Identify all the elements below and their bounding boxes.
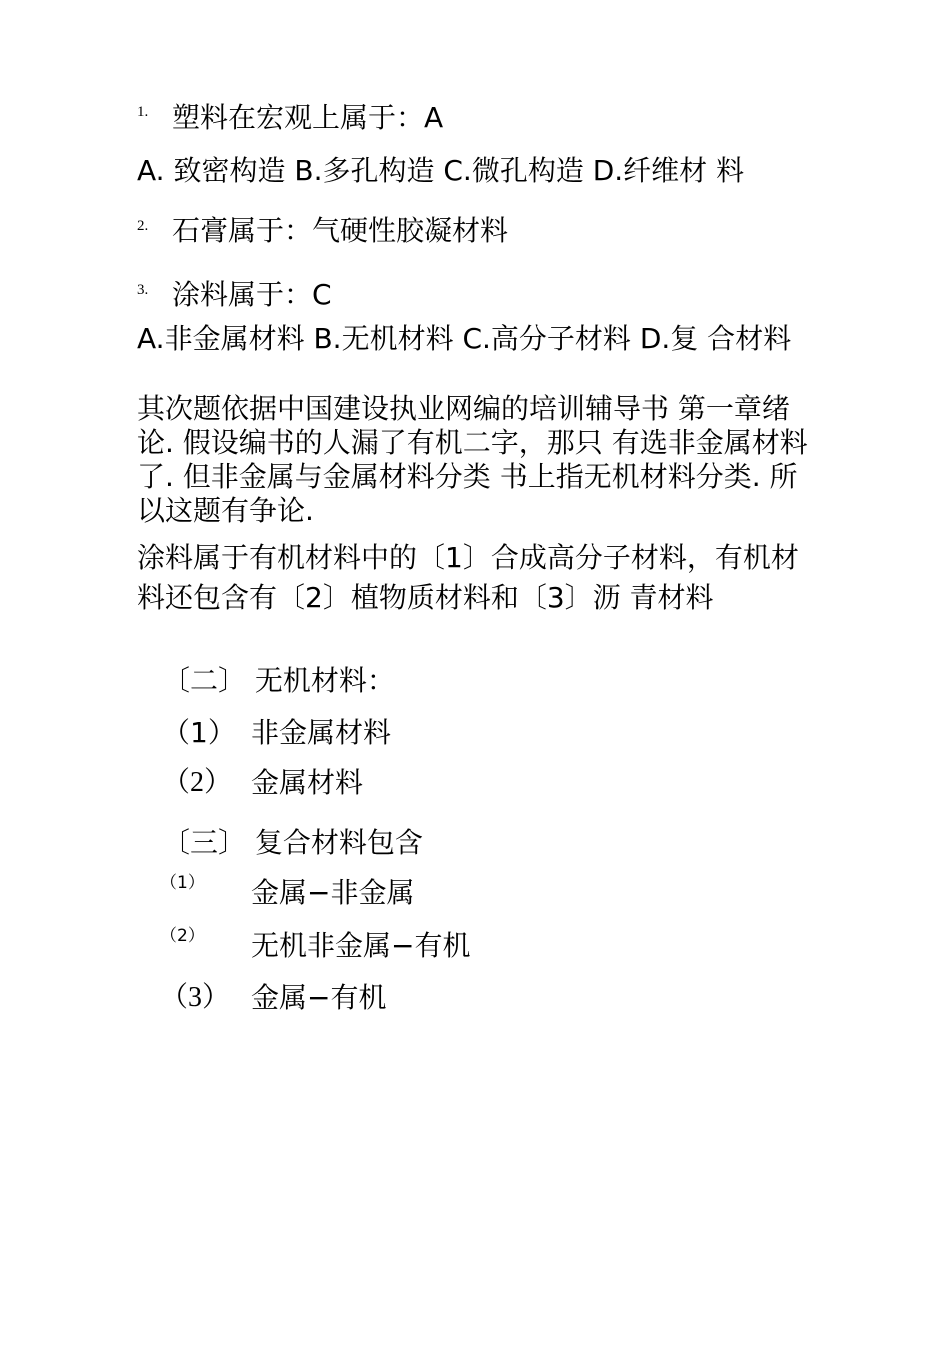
coating-paragraph: 涂料属于有机材料中的〔1〕合成高分子材料，有机材料还包含有〔2〕植物质材料和〔3〕沥 青材料: [137, 541, 799, 614]
question-3-number: 3.: [137, 282, 149, 298]
section-2-item-1-text: 非金属材料: [251, 716, 392, 749]
section-2-item-2-text: 金属材料: [251, 766, 364, 799]
question-2-number: 2.: [137, 218, 149, 234]
question-1-options: A. 致密构造 B.多孔构造 C.微孔构造 D.纤维材 料: [137, 154, 745, 187]
question-1-text: 塑料在宏观上属于：A: [172, 101, 444, 134]
question-1-number: 1.: [137, 104, 149, 120]
section-3-item-1-number: （1）: [160, 873, 205, 893]
section-3-item-3-text: 金属−有机: [251, 981, 387, 1014]
section-3-item-2-number: （2）: [160, 926, 205, 946]
question-3-options: A.非金属材料 B.无机材料 C.高分子材料 D.复 合材料: [137, 322, 792, 355]
explanation-paragraph: 其次题依据中国建设执业网编的培训辅导书 第一章绪论. 假设编书的人漏了有机二字，那只 有选非金属材料了. 但非金属与金属材料分类 书上指无机材料分类. 所以这题有争论.: [137, 392, 808, 527]
question-2-text: 石膏属于：气硬性胶凝材料: [172, 214, 509, 247]
section-2-item-2-number: （2）: [162, 767, 233, 798]
section-2-item-1-number: （1）: [162, 716, 236, 749]
section-3-item-1-text: 金属−非金属: [251, 876, 415, 909]
section-3-heading: 〔三〕 复合材料包含: [162, 826, 423, 859]
section-3-item-3-number: （3）: [160, 982, 231, 1013]
question-3-text: 涂料属于：C: [172, 278, 332, 311]
section-3-item-2-text: 无机非金属−有机: [251, 929, 471, 962]
section-2-heading: 〔二〕 无机材料：: [162, 664, 395, 697]
